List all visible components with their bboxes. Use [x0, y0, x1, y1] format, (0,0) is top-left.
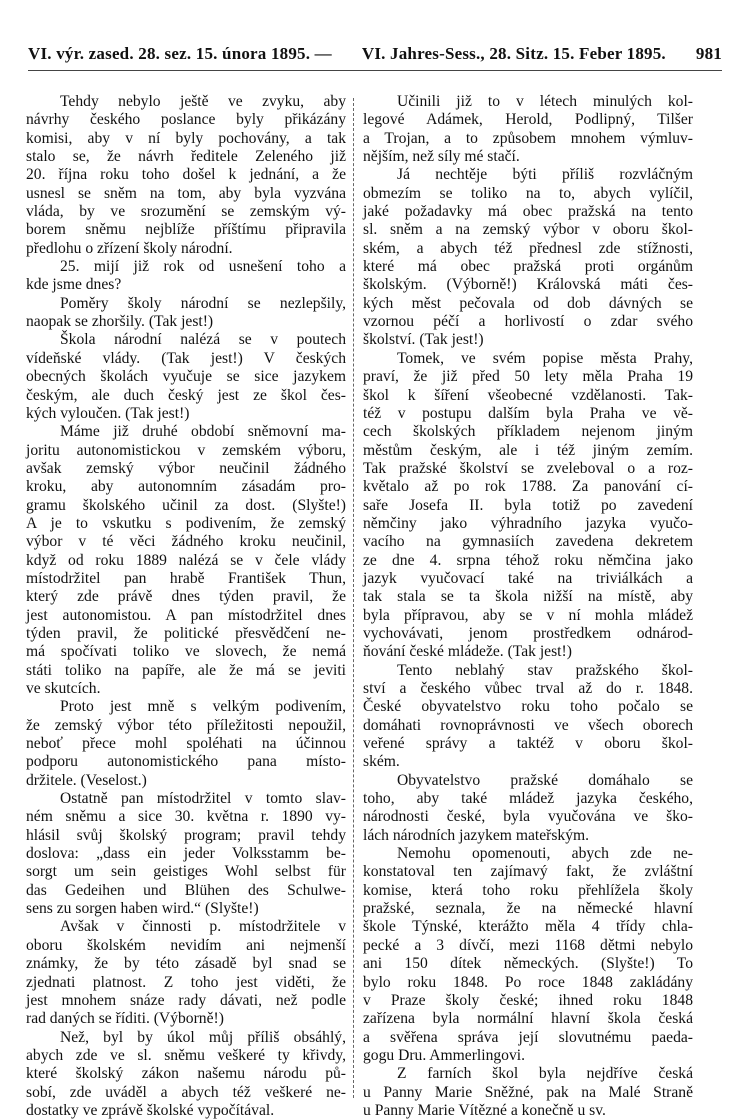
text-line: borem sněmu nejblíže příštímu připravila [26, 221, 346, 239]
text-line: dostatky ve zprávě školské vypočítával. [26, 1101, 275, 1119]
text-line: veřené správy a taktéž v oboru škol- [363, 735, 693, 753]
text-line: škole Týnské, kterážto měla 4 třídy chla- [363, 918, 693, 936]
header-german: VI. Jahres-Sess., 28. Sitz. 15. Feber 1895. [361, 44, 666, 63]
text-line: a svěřena správa její slovutnému paeda- [363, 1028, 693, 1046]
text-line: jazyk vyučovací také na triviálkách a [363, 569, 693, 587]
text-line: škol k šíření všeobecné vzdělanosti. Tak- [363, 386, 693, 404]
text-line: vychovávati, jenom prostředkem odnárod- [363, 624, 693, 642]
text-line: Já nechtěje býti příliš rozvláčným [397, 166, 693, 184]
text-line: Ostatně pan místodržitel v tomto slav- [60, 790, 346, 808]
text-line: školským. (Výborně!) Královská máti čes- [363, 276, 693, 294]
text-line: domáhati rovnoprávnosti ve všech oborech [363, 716, 693, 734]
text-line: Z farních škol byla nejdříve česká [397, 1065, 693, 1083]
text-line: České obyvatelstvo roku toho počalo se [363, 698, 693, 716]
text-line: ňování české mládeže. (Tak jest!) [363, 643, 572, 661]
text-line: Máme již druhé období sněmovní ma- [60, 423, 346, 441]
page-header [28, 44, 722, 64]
text-line: a Trojan, a to způsobem mnohem výmluv- [363, 129, 693, 147]
text-line: neboť přece mohl spoléhati na účinnou [26, 735, 346, 753]
text-line: v Praze školy české; ihned roku 1848 [363, 991, 693, 1009]
text-line: nějším, než síly mé stačí. [363, 148, 520, 166]
text-line: ském, a abych též přednesl zde stížnosti, [363, 239, 693, 257]
text-line: usnesl se sněm na tom, aby byla vyzvána [26, 184, 346, 202]
text-line: Tomek, ve svém popise města Prahy, [397, 349, 693, 367]
text-line: tak stala se ta škola nižší na místě, aby [363, 588, 693, 606]
page-number: 981 [695, 44, 722, 63]
text-line: že zemský výbor této příležitosti nepoužil, [26, 716, 346, 734]
text-line: státi toliko na papíře, ale že má se jeviti [26, 661, 346, 679]
header-czech: VI. výr. zased. 28. sez. 15. února 1895. — [28, 44, 332, 63]
text-line: zjednati platnost. Z toho jest viděti, že [26, 973, 346, 991]
text-line: A je to vskutku s podivením, že zemský [26, 514, 346, 532]
text-line: má spočívati toliko ve slovech, že nemá [26, 643, 346, 661]
text-line: u Panny Marie Sněžné, pak na Malé Straně [363, 1083, 693, 1101]
column-divider [353, 98, 355, 1098]
text-line: Tento neblahý stav pražského škol- [397, 661, 693, 679]
text-line: obmezím se toliko na to, abych vylíčil, [363, 184, 693, 202]
text-line: byla přípravou, aby se v ní mohla mládež [363, 606, 693, 624]
text-line: Učinili již to v létech minulých kol- [397, 93, 693, 110]
text-line: Tehdy nebylo ještě ve zvyku, aby [60, 93, 346, 110]
text-line: kých vyloučen. (Tak jest!) [26, 404, 190, 422]
left-column [26, 93, 346, 1120]
text-line: českým, ale duch český jest ze škol čes- [26, 386, 346, 404]
text-line: kých měst pečovala od dob dávných se [363, 294, 693, 312]
text-line: školství. (Tak jest!) [363, 331, 484, 349]
text-line: legové Adámek, Herold, Podlipný, Tilšer [363, 111, 693, 129]
text-line: sl. sněm a na zemský výbor v oboru škol- [363, 221, 693, 239]
text-line: kroku, aby autonomním zásadám pro- [26, 478, 346, 496]
text-line: Tak pražské školství se zveleboval o a roz- [363, 459, 693, 477]
text-line: pecké a 3 dívčí, mezi 1168 dětmi nebylo [363, 936, 693, 954]
text-line: předlohu o zřízení školy národní. [26, 239, 233, 257]
text-line: jest autonomistou. A pan místodržitel dnes [26, 606, 346, 624]
text-line: obecných školách vyučuje se sice jazykem [26, 368, 346, 386]
text-line: cech školských příkladem nejenom jiným [363, 423, 693, 441]
text-line: místodržitel pan hrabě František Thun, [26, 569, 346, 587]
text-line: saře Josefa II. byla totiž po zavedení [363, 496, 693, 514]
text-line: u Panny Marie Vítězné a konečně u sv. [363, 1101, 606, 1119]
text-line: národnosti české, byla vyučována ve ško- [363, 808, 693, 826]
text-line: ském. [363, 753, 400, 771]
text-line: lách národních jazykem mateřským. [363, 826, 590, 844]
text-line: doslova: „dass ein jeder Volksstamm be- [26, 845, 346, 863]
text-line: 20. října roku toho došel k jednání, a že [26, 166, 346, 184]
text-line: podporu autonomistického pana místo- [26, 753, 346, 771]
text-line: komisi, aby v ní byly pochovány, a tak [26, 129, 346, 147]
text-line: němčiny jako výhradního jazyka vyučo- [363, 514, 693, 532]
text-line: Obyvatelstvo pražské domáhalo se [397, 771, 693, 789]
text-line: konstatoval ten zajímavý fakt, že zvláštní [363, 863, 693, 881]
text-line: Nemohu opomenouti, abych zde ne- [397, 845, 693, 863]
text-line: týden pravil, že politické přesvědčení ne- [26, 624, 346, 642]
text-line: vacího na gymnasiích zavedena dekretem [363, 533, 693, 551]
text-line: avšak zemský výbor neučinil žádného [26, 459, 346, 477]
text-line: zařízena byla normální hlavní škola česká [363, 1010, 693, 1028]
text-line: komise, která toho roku přehlížela školy [363, 881, 693, 899]
text-line: sens zu sorgen haben wird.“ (Slyšte!) [26, 900, 259, 918]
text-line: toho, aby také mládež jazyka českého, [363, 790, 693, 808]
text-line: joritu autonomistickou v zemském výboru, [26, 441, 346, 459]
text-line: ani 150 dítek německých. (Slyšte!) To [363, 955, 693, 973]
text-line: květalo až po rok 1788. Za panování cí- [363, 478, 693, 496]
text-line: výbor v té věci žádného kroku neučinil, [26, 533, 346, 551]
text-line: návrhy českého poslance byly přikázány [26, 111, 346, 129]
text-line: ze dne 4. srpna téhož roku němčina jako [363, 551, 693, 569]
text-line: rad daných se říditi. (Výborně!) [26, 1010, 224, 1028]
text-line: bylo roku 1848. Po roce 1848 zakládány [363, 973, 693, 991]
text-line: městům českým, ale i též jiným zemím. [363, 441, 693, 459]
text-line: známky, že by této zásadě byl snad se [26, 955, 346, 973]
text-line: Poměry školy národní se nezlepšily, [60, 294, 346, 312]
text-line: ném sněmu a sice 30. května r. 1890 vy- [26, 808, 346, 826]
text-line: kde jsme dnes? [26, 276, 122, 294]
text-line: držitele. (Veselost.) [26, 771, 147, 789]
text-line: ve skutcích. [26, 680, 101, 697]
text-line: abych zde ve sl. sněmu veškeré ty křivdy, [26, 1046, 346, 1064]
text-line: Než, byl by úkol můj příliš obsáhlý, [60, 1028, 346, 1046]
text-line: hlásil svůj školský program; pravil tehdy [26, 826, 346, 844]
text-line: sorgt um sein geistiges Wohl selbst für [26, 863, 346, 881]
text-line: které má obec pražská proti orgánům [363, 258, 693, 276]
text-line: gogu Dru. Ammerlingovi. [363, 1046, 525, 1064]
text-line: též v postupu dalším byla Praha ve vě- [363, 404, 693, 422]
text-line: Proto jest mně s velkým podivením, [60, 698, 346, 716]
header-rule [28, 70, 722, 71]
text-line: 25. mijí již rok od usnešení toho a [60, 258, 346, 276]
text-line: oboru školském nevidím ani nejmenší [26, 936, 346, 954]
text-line: vídeňské vlády. (Tak jest!) V českých [26, 349, 346, 367]
right-column [363, 93, 693, 1120]
text-line: ství a českého vůbec trval až do r. 1848. [363, 680, 693, 697]
text-line: jaké požadavky má obec pražská na tento [363, 203, 693, 221]
text-line: stalo se, že návrh ředitele Zeleného již [26, 148, 346, 166]
text-line: Škola národní nalézá se v poutech [60, 331, 346, 349]
text-line: vzornou péčí a horlivostí o zdar svého [363, 313, 693, 331]
text-line: vláda, by ve srozumění se zemským vý- [26, 203, 346, 221]
text-line: das Gedeihen und Blühen des Schulwe- [26, 881, 346, 899]
text-line: když od roku 1889 nalézá se v čele vlády [26, 551, 346, 569]
text-line: sobí, zde uváděl a abych též veškeré ne- [26, 1083, 346, 1101]
text-line: který zde právě dnes týden pravil, že [26, 588, 346, 606]
text-line: Avšak v činnosti p. místodržitele v [60, 918, 346, 936]
text-line: jest mnohem snáze rady dávati, než podle [26, 991, 346, 1009]
text-line: pražské, seznala, že na německé hlavní [363, 900, 693, 918]
text-line: gramu školského učinil za dost. (Slyšte!) [26, 496, 346, 514]
text-line: praví, že již před 50 lety měla Praha 19 [363, 368, 693, 386]
text-line: které školský zákon našemu národu pů- [26, 1065, 346, 1083]
text-line: naopak se zhoršily. (Tak jest!) [26, 313, 214, 331]
